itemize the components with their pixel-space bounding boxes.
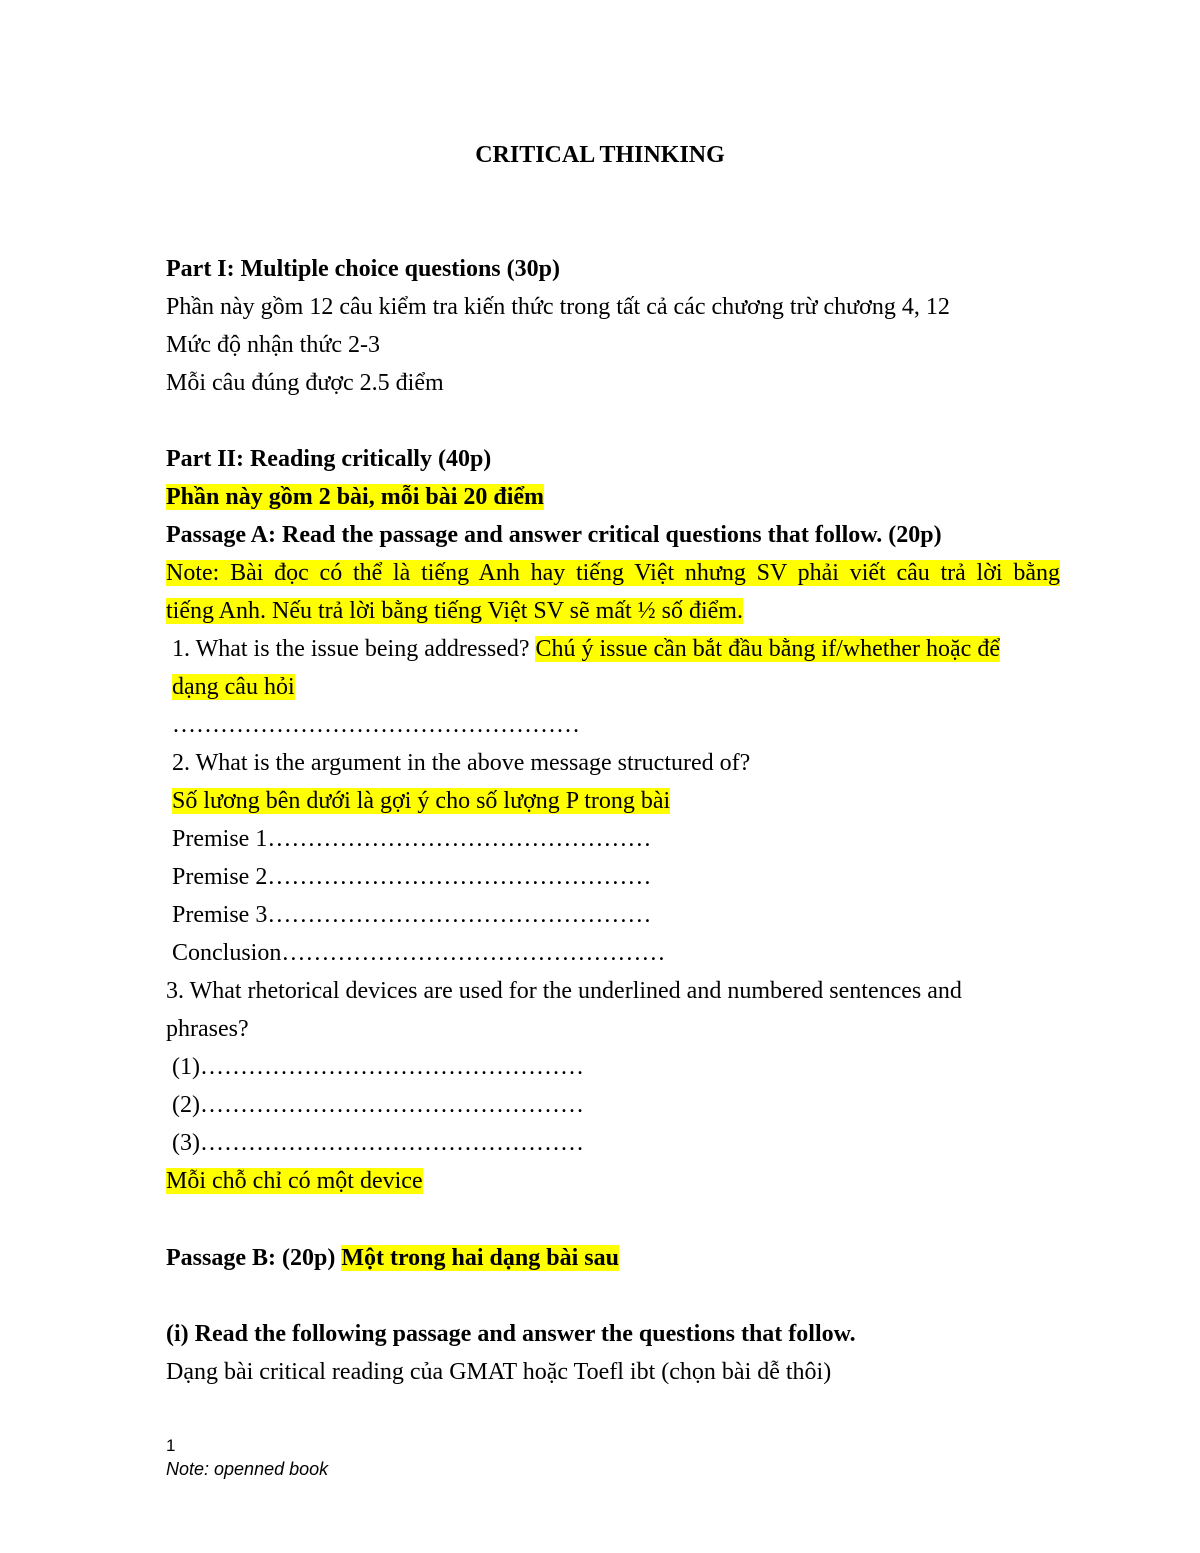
passage-a-note-line-2 xyxy=(166,596,743,626)
question-3-line-1: 3. What rhetorical devices are used for the underlined and numbered sentences and xyxy=(166,978,962,1004)
part2-intro xyxy=(166,482,544,512)
passage-b-item-1-description: Dạng bài critical reading của GMAT hoặc Toefl ibt (chọn bài dễ thôi) xyxy=(166,1359,832,1385)
document-title: CRITICAL THINKING xyxy=(475,142,725,168)
part2-heading: Part II: Reading critically (40p) xyxy=(166,446,492,472)
question-1-hint: Chú ý issue cần bắt đầu bằng if/whether hoặc để xyxy=(535,636,1000,662)
question-3-hint: Mỗi chỗ chỉ có một device xyxy=(166,1168,423,1194)
premise-3-blank: Premise 3………………………………………… xyxy=(172,902,652,928)
part1-line-3: Mỗi câu đúng được 2.5 điểm xyxy=(166,370,444,396)
question-2: 2. What is the argument in the above message structured of? xyxy=(172,750,751,776)
question-2-hint-line xyxy=(172,786,670,816)
question-1-hint-continued xyxy=(172,672,295,702)
part1-line-2: Mức độ nhận thức 2-3 xyxy=(166,332,380,358)
premise-2-blank: Premise 2………………………………………… xyxy=(172,864,652,890)
passage-b-heading xyxy=(166,1243,619,1273)
footer-page-number: 1 xyxy=(166,1436,176,1455)
passage-b-item-1: (i) Read the following passage and answer the questions that follow. xyxy=(166,1321,856,1347)
question-3-hint-line xyxy=(166,1166,423,1196)
device-answer-3: (3)………………………………………… xyxy=(172,1130,584,1156)
passage-a-note-line-1-text: Note: Bài đọc có thể là tiếng Anh hay tiếng Việt nhưng SV phải viết câu trả lời bằng xyxy=(166,560,1060,586)
conclusion-blank: Conclusion………………………………………… xyxy=(172,940,666,966)
part2-intro-text: Phần này gồm 2 bài, mỗi bài 20 điểm xyxy=(166,484,545,510)
passage-a-heading: Passage A: Read the passage and answer critical questions that follow. (20p) xyxy=(166,522,942,548)
question-1-text: 1. What is the issue being addressed? xyxy=(172,636,530,662)
passage-a-note-line-2-text: tiếng Anh. Nếu trả lời bằng tiếng Việt SV sẽ mất ½ số điểm. xyxy=(166,598,743,624)
footer-note: Note: openned book xyxy=(166,1459,329,1479)
question-2-hint: Số lương bên dưới là gợi ý cho số lượng P trong bài xyxy=(172,788,671,814)
question-3-line-2: phrases? xyxy=(166,1016,249,1042)
device-answer-1: (1)………………………………………… xyxy=(172,1054,584,1080)
question-1-hint-line-2: dạng câu hỏi xyxy=(172,674,295,700)
question-1 xyxy=(172,634,1000,664)
passage-b-label: Passage B: (20p) xyxy=(166,1245,336,1271)
question-1-answer-blank: …………………………………………… xyxy=(172,712,580,738)
passage-b-hint: Một trong hai dạng bài sau xyxy=(341,1245,619,1271)
part1-line-1: Phần này gồm 12 câu kiểm tra kiến thức trong tất cả các chương trừ chương 4, 12 xyxy=(166,294,950,320)
passage-a-note-line-1 xyxy=(166,558,1060,588)
device-answer-2: (2)………………………………………… xyxy=(172,1092,584,1118)
part1-heading: Part I: Multiple choice questions (30p) xyxy=(166,256,560,282)
premise-1-blank: Premise 1………………………………………… xyxy=(172,826,652,852)
